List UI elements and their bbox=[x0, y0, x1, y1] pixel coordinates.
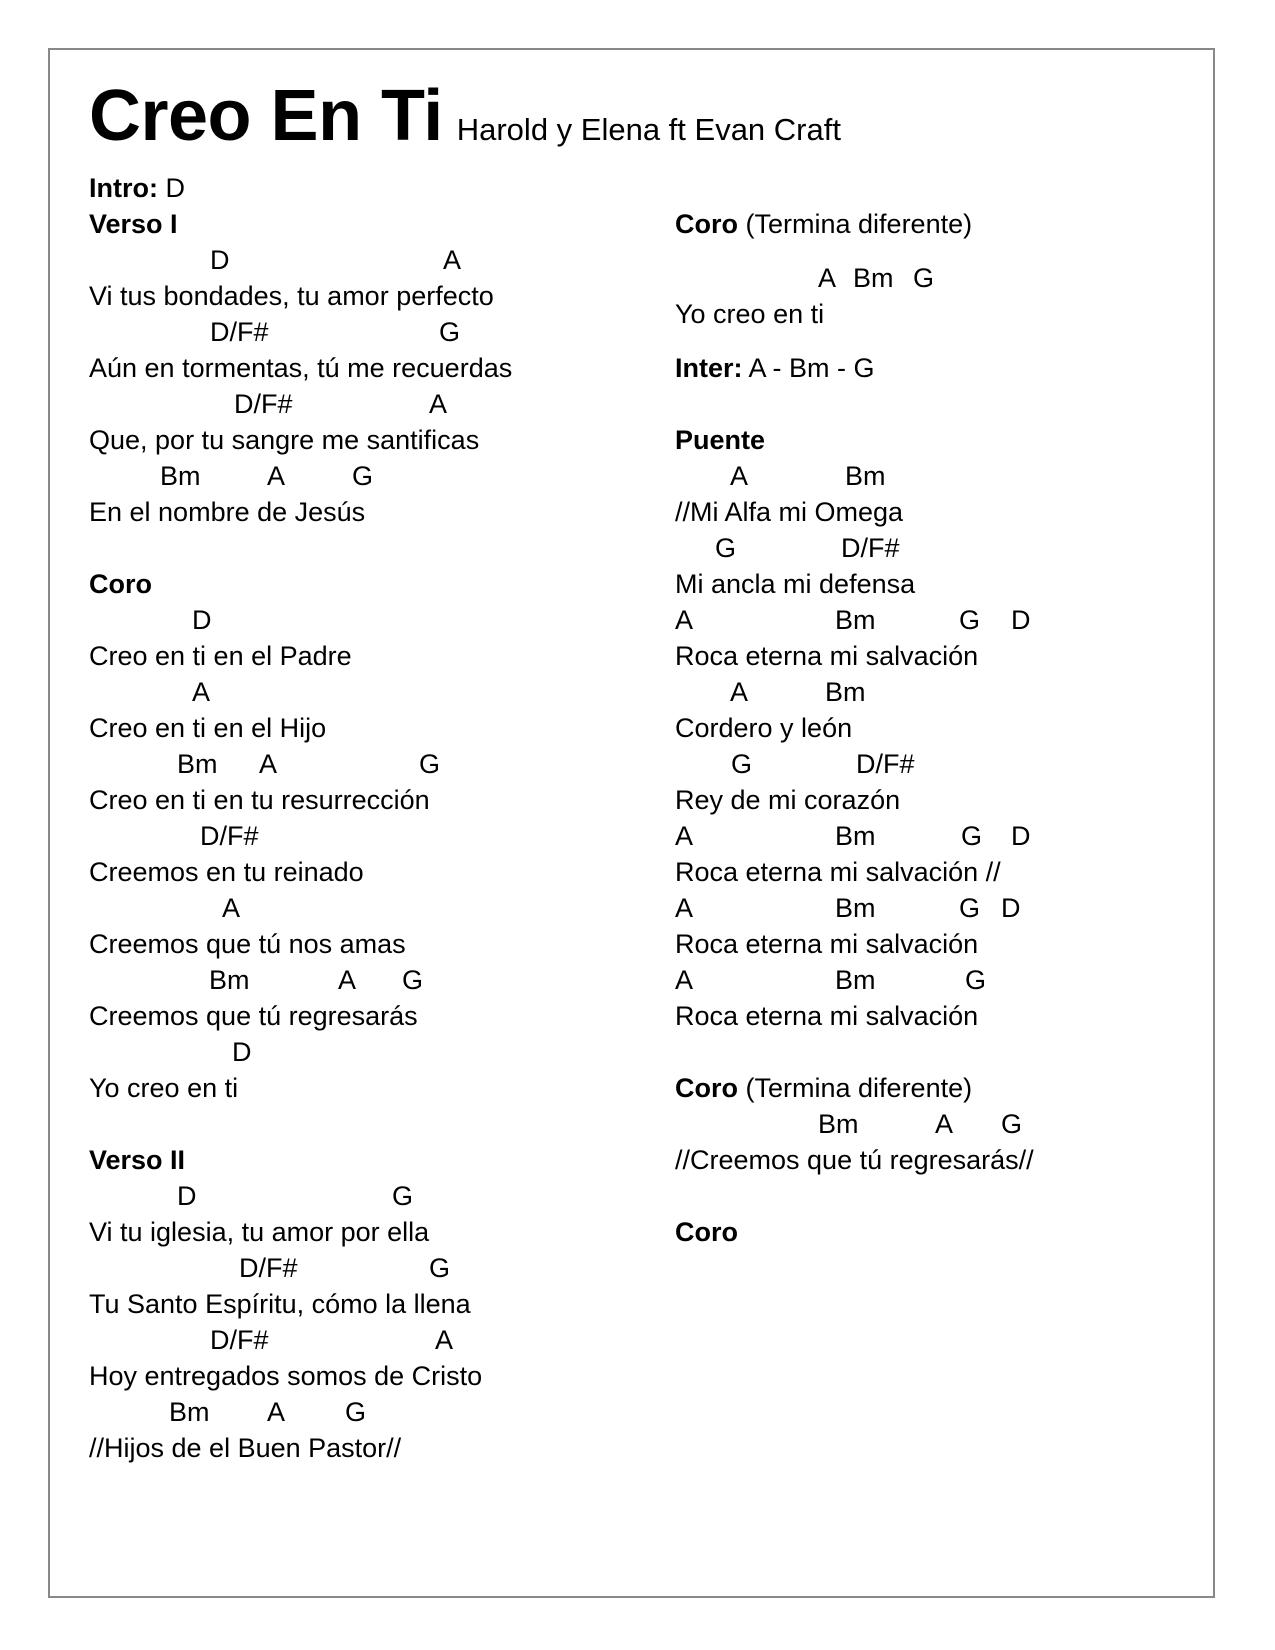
chord: G bbox=[392, 1181, 414, 1211]
chord: A bbox=[935, 1109, 954, 1139]
chord: Bm bbox=[825, 677, 866, 707]
chord: A bbox=[730, 677, 749, 707]
chord: D/F# bbox=[239, 1253, 298, 1283]
section-verso-1-label: Verso I bbox=[89, 209, 178, 239]
lyric-line: Que, por tu sangre me santificas bbox=[89, 425, 480, 455]
chord: Bm bbox=[835, 965, 876, 995]
chord-line bbox=[89, 746, 649, 782]
chord: D/F# bbox=[210, 317, 269, 347]
chord-line bbox=[89, 458, 649, 494]
intro-line bbox=[89, 170, 649, 206]
chord-line bbox=[89, 1178, 649, 1214]
lyric-line: En el nombre de Jesús bbox=[89, 497, 366, 527]
lyric-line: Aún en tormentas, tú me recuerdas bbox=[89, 353, 513, 383]
chord: A bbox=[675, 893, 694, 923]
chord: A bbox=[730, 461, 749, 491]
chord: Bm bbox=[209, 965, 250, 995]
chord-line bbox=[89, 818, 649, 854]
chord: Bm bbox=[835, 605, 876, 635]
chord: Bm bbox=[818, 1109, 859, 1139]
chord: G bbox=[961, 821, 983, 851]
chord: G bbox=[402, 965, 424, 995]
inter-label: Inter: bbox=[675, 353, 743, 383]
chord: D/F# bbox=[210, 1325, 269, 1355]
chord: Bm bbox=[845, 461, 886, 491]
lyric-line: //Mi Alfa mi Omega bbox=[675, 497, 904, 527]
section-coro-end-2 bbox=[675, 1070, 1175, 1106]
chord: Bm bbox=[160, 461, 201, 491]
lyric-line: Roca eterna mi salvación bbox=[675, 641, 979, 671]
intro-label: Intro: bbox=[89, 173, 158, 203]
chord: D bbox=[232, 1037, 252, 1067]
lyric-line: Vi tus bondades, tu amor perfecto bbox=[89, 281, 494, 311]
spacer bbox=[675, 332, 1175, 350]
spacer bbox=[89, 1106, 649, 1142]
chord-line bbox=[675, 746, 1175, 782]
chord-line bbox=[89, 314, 649, 350]
chord-line bbox=[89, 386, 649, 422]
chord-line bbox=[89, 962, 649, 998]
section-note: (Termina diferente) bbox=[745, 209, 973, 239]
chord: G bbox=[731, 749, 753, 779]
chord: A bbox=[267, 461, 286, 491]
lyric-line: //Creemos que tú regresarás// bbox=[675, 1145, 1034, 1175]
chord: G bbox=[439, 317, 461, 347]
chord-line bbox=[89, 1394, 649, 1430]
chord: Bm bbox=[835, 821, 876, 851]
lyric-line: Mi ancla mi defensa bbox=[675, 569, 916, 599]
chord: D/F# bbox=[841, 533, 900, 563]
lyric-line: Tu Santo Espíritu, cómo la llena bbox=[89, 1289, 471, 1319]
chord: A bbox=[338, 965, 357, 995]
chord: A bbox=[675, 821, 694, 851]
chord: G bbox=[352, 461, 374, 491]
chord-line bbox=[675, 674, 1175, 710]
section-note: (Termina diferente) bbox=[745, 1073, 973, 1103]
lyric-line: Roca eterna mi salvación bbox=[675, 1001, 979, 1031]
chord: A bbox=[435, 1325, 454, 1355]
lyric-line: Roca eterna mi salvación bbox=[675, 929, 979, 959]
chord: G bbox=[959, 605, 981, 635]
lyric-line: Rey de mi corazón bbox=[675, 785, 901, 815]
lyric-line: Creo en ti en tu resurrección bbox=[89, 785, 430, 815]
lyric-line: Creemos en tu reinado bbox=[89, 857, 364, 887]
chord: D bbox=[177, 1181, 197, 1211]
chord-line bbox=[89, 1250, 649, 1286]
spacer bbox=[675, 1178, 1175, 1214]
chord-line bbox=[675, 1106, 1175, 1142]
section-coro-end-2-label: Coro bbox=[675, 1073, 738, 1103]
lyric-line: Hoy entregados somos de Cristo bbox=[89, 1361, 483, 1391]
chord: A bbox=[443, 245, 462, 275]
intro-chord: D bbox=[165, 173, 185, 203]
chord: D/F# bbox=[200, 821, 259, 851]
chord: G bbox=[715, 533, 737, 563]
chord: A bbox=[222, 893, 241, 923]
chord: D/F# bbox=[234, 389, 293, 419]
chord: A bbox=[259, 749, 278, 779]
section-coro-end-1-label: Coro bbox=[675, 209, 738, 239]
lyric-line: Creo en ti en el Hijo bbox=[89, 713, 327, 743]
inter-line bbox=[675, 350, 1175, 386]
song-title: Creo En Ti bbox=[89, 76, 443, 156]
chord: A bbox=[267, 1397, 286, 1427]
lyric-line: Creo en ti en el Padre bbox=[89, 641, 352, 671]
chord-line bbox=[675, 962, 1175, 998]
chord-line bbox=[675, 890, 1175, 926]
chord: D bbox=[210, 245, 230, 275]
chord: A bbox=[818, 263, 837, 293]
lyric-line: Yo creo en ti bbox=[675, 299, 825, 329]
lyric-line: Roca eterna mi salvación // bbox=[675, 857, 1001, 887]
section-verso-2-label: Verso II bbox=[89, 1145, 186, 1175]
chord-line bbox=[675, 530, 1175, 566]
chord: D/F# bbox=[856, 749, 915, 779]
chord-line bbox=[89, 674, 649, 710]
chord-line bbox=[89, 602, 649, 638]
section-coro-end-1 bbox=[675, 206, 1175, 242]
lyric-line: Vi tu iglesia, tu amor por ella bbox=[89, 1217, 430, 1247]
chord-line bbox=[675, 260, 1175, 296]
inter-chords: A - Bm - G bbox=[748, 353, 875, 383]
chord-line bbox=[89, 1034, 649, 1070]
chord: Bm bbox=[169, 1397, 210, 1427]
section-coro-label: Coro bbox=[89, 569, 152, 599]
chord-line bbox=[675, 818, 1175, 854]
chord: D bbox=[192, 605, 212, 635]
chord: G bbox=[419, 749, 441, 779]
chord: D bbox=[1001, 893, 1021, 923]
chord: G bbox=[913, 263, 935, 293]
chord: A bbox=[429, 389, 448, 419]
chord: A bbox=[675, 605, 694, 635]
lyric-line: Cordero y león bbox=[675, 713, 853, 743]
chord: A bbox=[675, 965, 694, 995]
lyric-line: Creemos que tú nos amas bbox=[89, 929, 406, 959]
chord-line bbox=[675, 602, 1175, 638]
chord-line bbox=[89, 242, 649, 278]
chord: Bm bbox=[853, 263, 894, 293]
chord: G bbox=[1001, 1109, 1023, 1139]
chord: G bbox=[429, 1253, 451, 1283]
chord: G bbox=[345, 1397, 367, 1427]
chord-line bbox=[89, 1322, 649, 1358]
lyric-line: Creemos que tú regresarás bbox=[89, 1001, 418, 1031]
spacer bbox=[675, 386, 1175, 422]
chord: Bm bbox=[177, 749, 218, 779]
chord: G bbox=[959, 893, 981, 923]
lyric-line: //Hijos de el Buen Pastor// bbox=[89, 1433, 402, 1463]
chord: D bbox=[1011, 821, 1031, 851]
spacer bbox=[675, 1034, 1175, 1070]
chord-line bbox=[89, 890, 649, 926]
chord: G bbox=[965, 965, 987, 995]
spacer bbox=[89, 530, 649, 566]
right-column bbox=[675, 206, 1175, 1250]
left-column bbox=[89, 170, 649, 1466]
song-heading bbox=[89, 76, 841, 156]
chord: A bbox=[192, 677, 211, 707]
lyric-line: Yo creo en ti bbox=[89, 1073, 239, 1103]
chord-line bbox=[675, 458, 1175, 494]
chord: D bbox=[1011, 605, 1031, 635]
chord: Bm bbox=[835, 893, 876, 923]
song-artist: Harold y Elena ft Evan Craft bbox=[456, 112, 841, 147]
section-coro-final-label: Coro bbox=[675, 1217, 738, 1247]
spacer bbox=[675, 242, 1175, 260]
section-puente-label: Puente bbox=[675, 425, 766, 455]
